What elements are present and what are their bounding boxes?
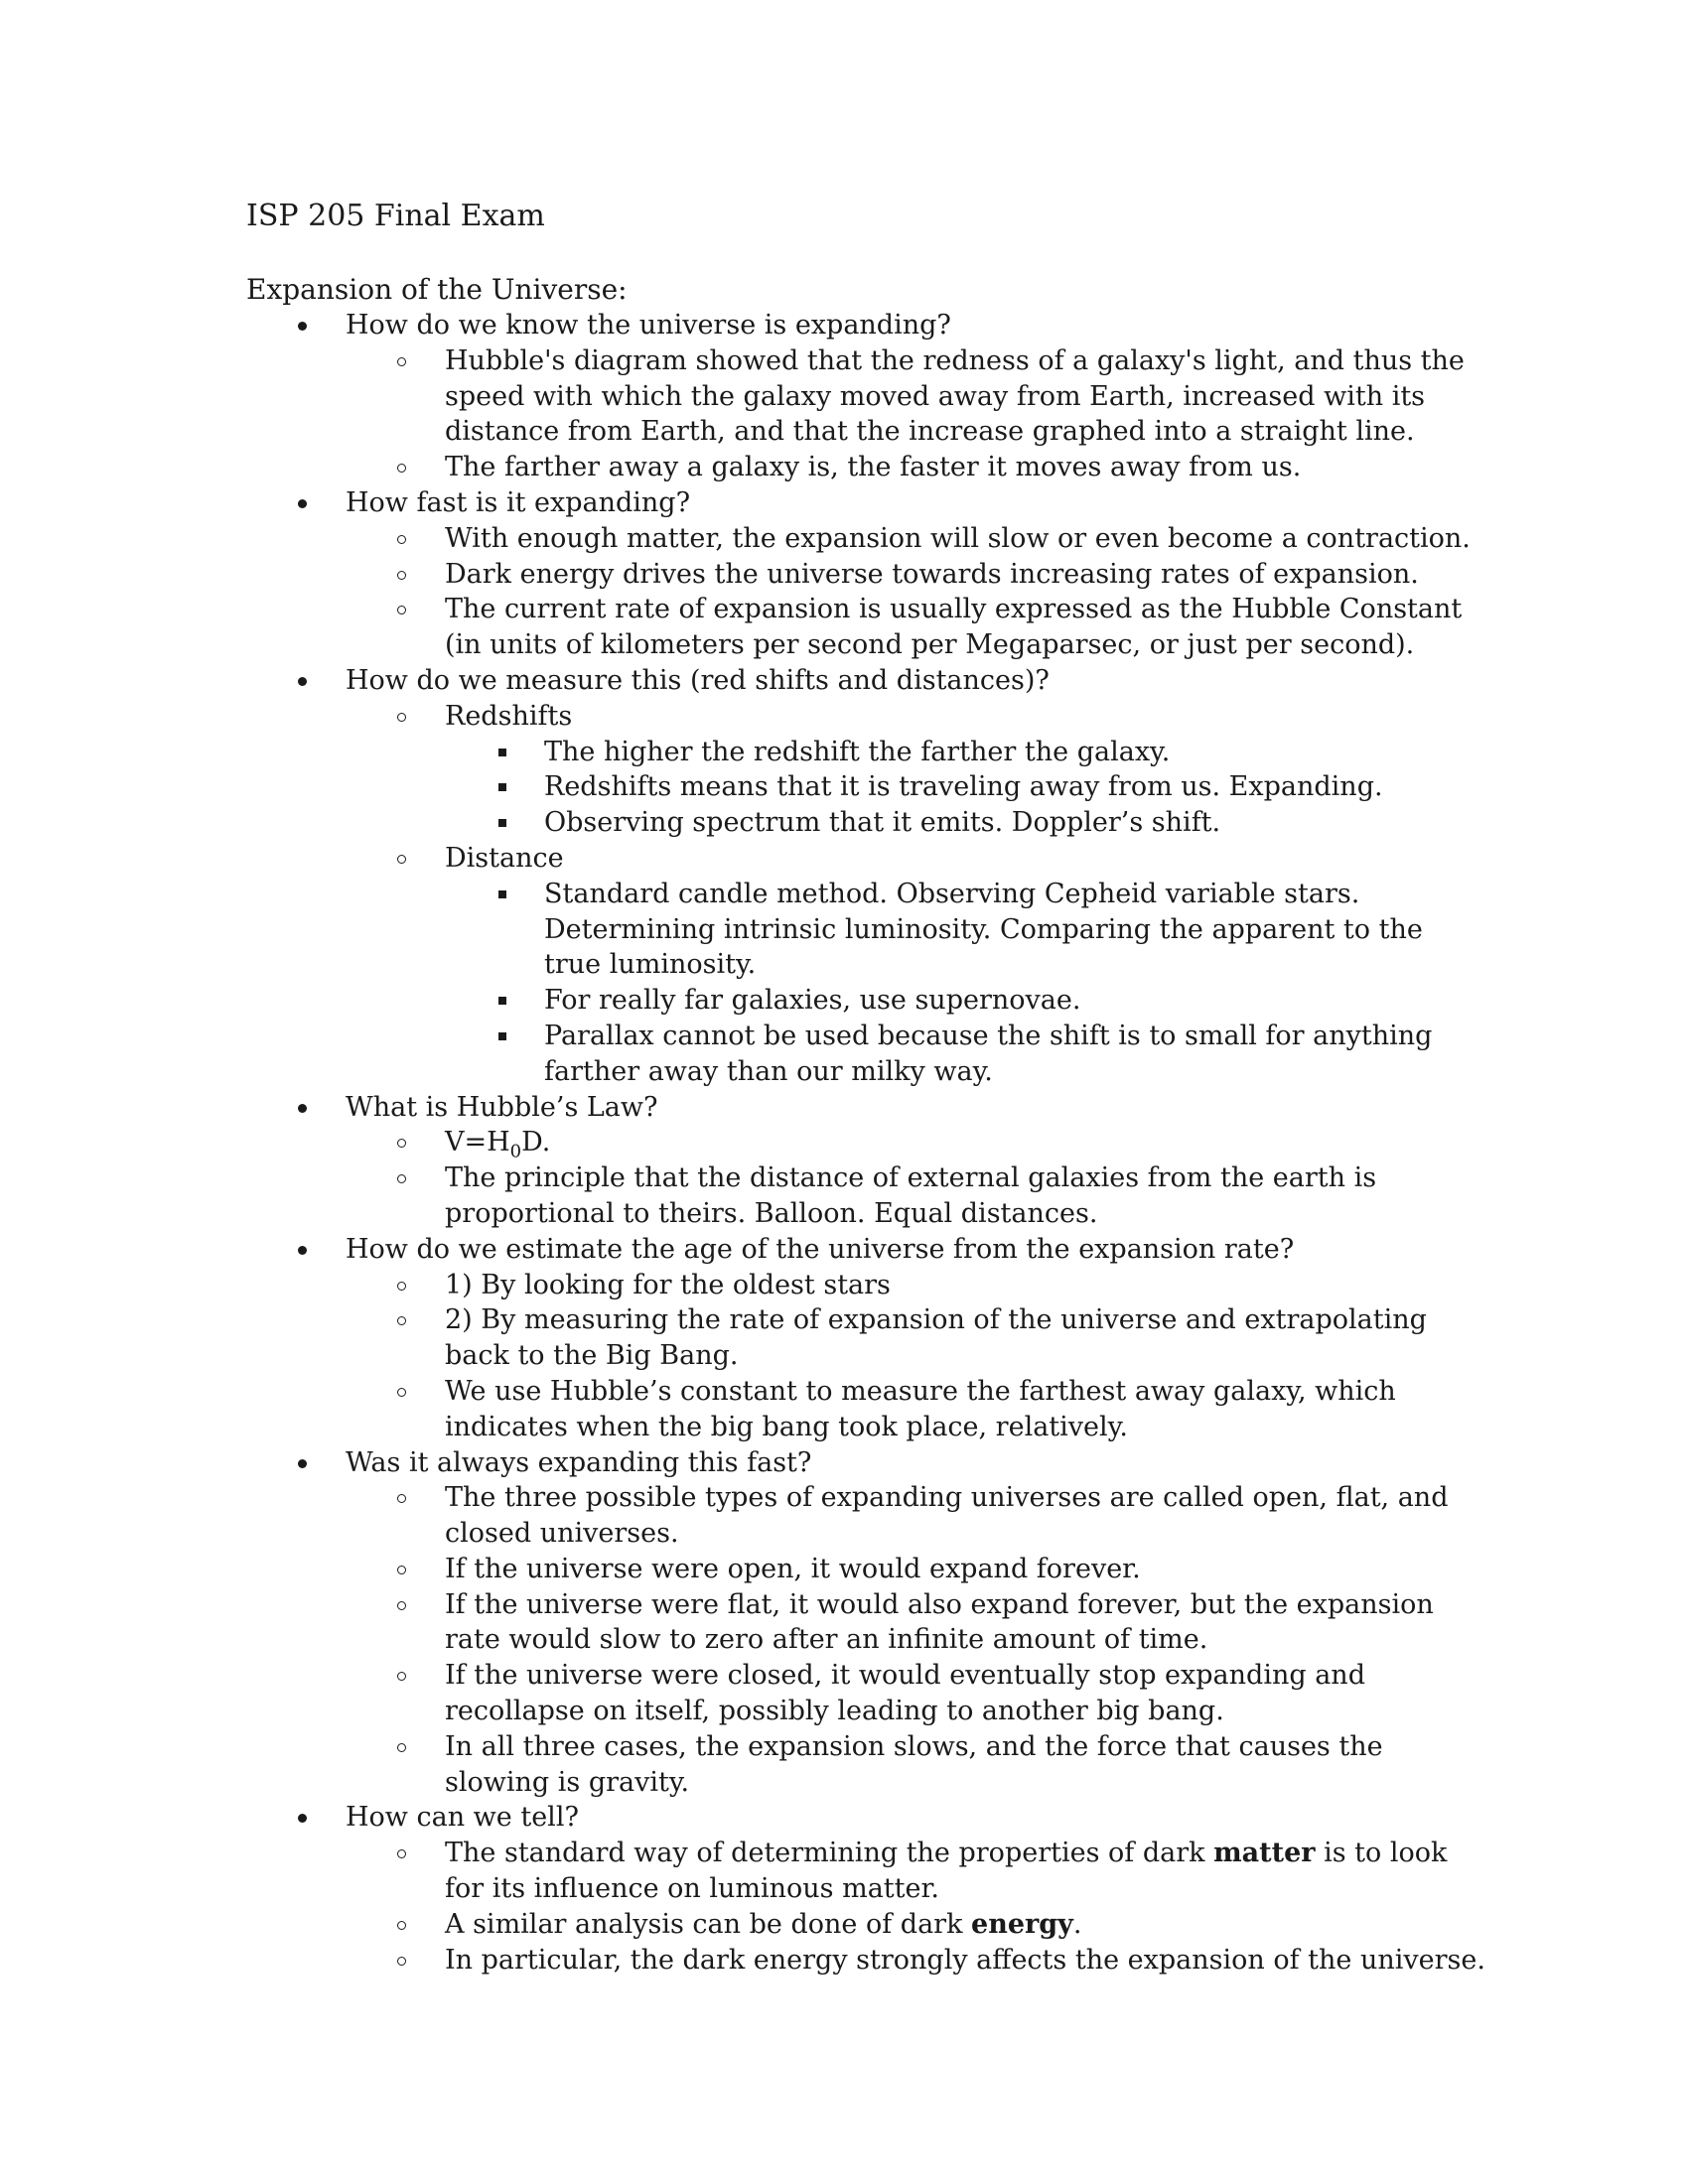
answer-item <box>346 699 1487 841</box>
answer-item <box>346 1268 1487 1303</box>
bullet-circle-icon <box>397 1282 406 1291</box>
answer-item <box>346 592 1487 663</box>
question-text: How do we estimate the age of the universe from the expansion rate? <box>346 1233 1295 1265</box>
answer-text: We use Hubble’s constant to measure the farthest away galaxy, which indicates when the big bang took place, relatively. <box>445 1375 1396 1442</box>
answer-item <box>346 557 1487 593</box>
bullet-circle-icon <box>397 713 406 722</box>
bullet-circle-icon <box>397 571 406 580</box>
answer-text-part: A similar analysis can be done of dark <box>445 1908 972 1940</box>
question-item <box>246 1232 1487 1445</box>
answer-item <box>346 1943 1487 1979</box>
hubble-formula <box>445 1125 1487 1160</box>
bullet-circle-icon <box>397 1139 406 1148</box>
bullet-disc-icon <box>298 1814 307 1823</box>
answer-item <box>346 343 1487 450</box>
question-item <box>246 485 1487 663</box>
answer-list <box>346 521 1487 663</box>
bullet-circle-icon <box>397 1849 406 1858</box>
answer-item <box>346 1729 1487 1801</box>
bullet-square-icon <box>498 819 506 827</box>
formula-subscript: 0 <box>509 1141 522 1162</box>
answer-list <box>346 1480 1487 1800</box>
answer-text <box>445 1836 1487 1907</box>
bullet-disc-icon <box>298 677 307 686</box>
bullet-circle-icon <box>397 464 406 473</box>
question-text: How do we know the universe is expanding? <box>346 310 951 341</box>
document-title: ISP 205 Final Exam <box>246 199 545 233</box>
bullet-square-icon <box>498 749 506 756</box>
question-item <box>246 663 1487 1090</box>
answer-text-part: . <box>1072 1908 1082 1940</box>
bullet-square-icon <box>498 997 506 1005</box>
detail-text: Observing spectrum that it emits. Doppler’s shift. <box>544 807 1221 839</box>
answer-text: 1) By looking for the oldest stars <box>445 1269 891 1300</box>
detail-text: Redshifts means that it is traveling away from us. Expanding. <box>544 771 1383 803</box>
answer-item <box>346 1552 1487 1587</box>
answer-list <box>346 343 1487 485</box>
answer-item <box>346 1480 1487 1552</box>
answer-text: With enough matter, the expansion will slow or even become a contraction. <box>445 522 1471 554</box>
bullet-circle-icon <box>397 1743 406 1752</box>
answer-text: In all three cases, the expansion slows, and the force that causes the slowing is gravity. <box>445 1730 1383 1798</box>
question-item <box>246 1090 1487 1232</box>
subtopic-label: Distance <box>445 842 564 874</box>
answer-item <box>346 1302 1487 1374</box>
bullet-disc-icon <box>298 1246 307 1255</box>
answer-text: Hubble's diagram showed that the redness of a galaxy's light, and thus the speed with which the galaxy moved away from Earth, increased with its distance from Earth, and that the increase graphed into a straight line. <box>445 344 1465 448</box>
answer-text: Dark energy drives the universe towards increasing rates of expansion. <box>445 558 1419 590</box>
detail-item <box>445 877 1487 983</box>
section-title: Expansion of the Universe: <box>246 273 628 306</box>
bullet-disc-icon <box>298 322 307 331</box>
bullet-square-icon <box>498 783 506 791</box>
answer-text: The current rate of expansion is usually expressed as the Hubble Constant (in units of kilometers per second per Megaparsec, or just per second). <box>445 594 1463 661</box>
detail-item <box>445 735 1487 770</box>
answer-text: The principle that the distance of external galaxies from the earth is proportional to theirs. Balloon. Equal distances. <box>445 1162 1377 1229</box>
answer-item <box>346 450 1487 485</box>
answer-item <box>346 1160 1487 1232</box>
answer-list <box>346 1836 1487 1978</box>
question-text: What is Hubble’s Law? <box>346 1091 658 1123</box>
answer-text <box>445 1907 1487 1943</box>
detail-list <box>445 877 1487 1090</box>
detail-item <box>445 805 1487 841</box>
question-text: How fast is it expanding? <box>346 486 691 518</box>
answer-item <box>346 1836 1487 1907</box>
document-page <box>246 199 1487 1978</box>
answer-text-part: is to look for its influence on luminous matter. <box>445 1838 1448 1905</box>
bullet-circle-icon <box>397 1316 406 1325</box>
answer-item <box>346 1374 1487 1445</box>
answer-list <box>346 1268 1487 1445</box>
answer-text: The farther away a galaxy is, the faster it moves away from us. <box>445 452 1302 483</box>
emphasis-matter: matter <box>1213 1838 1316 1869</box>
answer-item <box>346 1907 1487 1943</box>
detail-item <box>445 983 1487 1019</box>
emphasis-energy: energy <box>971 1908 1073 1940</box>
detail-text: Standard candle method. Observing Cepheid variable stars. Determining intrinsic luminosity. Comparing the apparent to the true luminosity. <box>544 878 1423 981</box>
bullet-square-icon <box>498 1032 506 1040</box>
detail-list <box>445 735 1487 841</box>
answer-item <box>346 841 1487 1090</box>
answer-list <box>346 699 1487 1090</box>
answer-text-part: The standard way of determining the properties of dark <box>445 1838 1214 1869</box>
bullet-circle-icon <box>397 1672 406 1681</box>
bullet-circle-icon <box>397 1174 406 1183</box>
answer-text: The three possible types of expanding universes are called open, flat, and closed universes. <box>445 1482 1449 1550</box>
bullet-circle-icon <box>397 1957 406 1966</box>
formula-part: V=H <box>445 1127 510 1159</box>
bullet-circle-icon <box>397 1921 406 1930</box>
bullet-circle-icon <box>397 1566 406 1574</box>
answer-text: If the universe were open, it would expand forever. <box>445 1553 1141 1584</box>
bullet-square-icon <box>498 890 506 898</box>
question-text: Was it always expanding this fast? <box>346 1446 812 1478</box>
bullet-circle-icon <box>397 1494 406 1503</box>
answer-item <box>346 1587 1487 1659</box>
answer-text: 2) By measuring the rate of expansion of the universe and extrapolating back to the Big Bang. <box>445 1304 1427 1372</box>
bullet-disc-icon <box>298 1104 307 1113</box>
bullet-circle-icon <box>397 855 406 864</box>
detail-text: For really far galaxies, use supernovae. <box>544 985 1081 1017</box>
answer-text: If the universe were flat, it would also expand forever, but the expansion rate would slow to zero after an infinite amount of time. <box>445 1588 1434 1656</box>
answer-item <box>346 1125 1487 1160</box>
formula-part: D. <box>521 1127 551 1159</box>
question-item <box>246 1800 1487 1978</box>
bullet-disc-icon <box>298 499 307 508</box>
bullet-circle-icon <box>397 1601 406 1610</box>
answer-item <box>346 1658 1487 1729</box>
detail-item <box>445 769 1487 805</box>
question-item <box>246 1445 1487 1801</box>
detail-text: Parallax cannot be used because the shift is to small for anything farther away than our milky way. <box>544 1020 1433 1087</box>
bullet-circle-icon <box>397 1388 406 1397</box>
bullet-circle-icon <box>397 606 406 614</box>
bullet-disc-icon <box>298 1459 307 1468</box>
answer-list <box>346 1125 1487 1231</box>
question-text: How can we tell? <box>346 1802 579 1834</box>
answer-text: In particular, the dark energy strongly affects the expansion of the universe. <box>445 1944 1485 1976</box>
detail-text: The higher the redshift the farther the galaxy. <box>544 736 1171 767</box>
subtopic-label: Redshifts <box>445 700 573 732</box>
bullet-circle-icon <box>397 357 406 366</box>
answer-text: If the universe were closed, it would eventually stop expanding and recollapse on itself, possibly leading to another big bang. <box>445 1660 1365 1727</box>
answer-item <box>346 521 1487 557</box>
question-list <box>246 308 1487 1978</box>
bullet-circle-icon <box>397 535 406 544</box>
detail-item <box>445 1019 1487 1090</box>
question-item <box>246 308 1487 485</box>
question-text: How do we measure this (red shifts and distances)? <box>346 664 1050 696</box>
